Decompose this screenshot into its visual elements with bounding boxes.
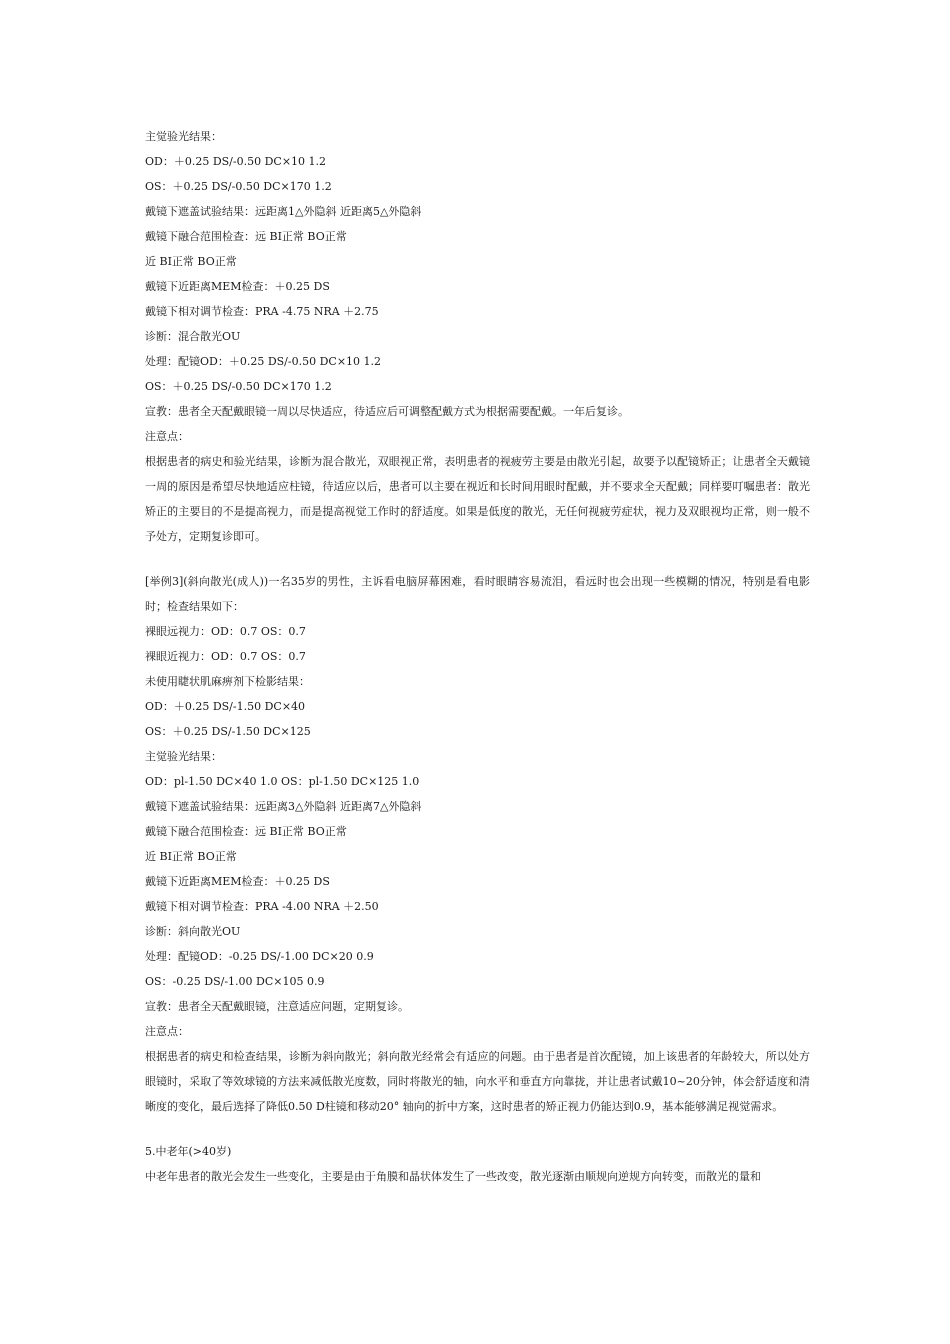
section-mixed-astigmatism: [145, 124, 810, 549]
text-line: 主觉验光结果：: [145, 750, 222, 763]
section-gap: [145, 549, 810, 569]
text-line: 处理：配镜OD：-0.25 DS/-1.00 DC×20 0.9: [145, 950, 374, 963]
text-line: 戴镜下近距离MEM检查：＋0.25 DS: [145, 875, 330, 888]
text-line: 主觉验光结果：: [145, 130, 222, 143]
text-line: 戴镜下相对调节检查：PRA -4.75 NRA ＋2.75: [145, 305, 379, 318]
text-line: 裸眼远视力：OD：0.7 OS：0.7: [145, 625, 306, 638]
text-line: OD：pl-1.50 DC×40 1.0 OS：pl-1.50 DC×125 1.0: [145, 775, 420, 788]
text-line: 未使用睫状肌麻痹剂下检影结果：: [145, 675, 310, 688]
text-line: 近 BI正常 BO正常: [145, 850, 237, 863]
text-line: OS：＋0.25 DS/-0.50 DC×170 1.2: [145, 180, 332, 193]
text-line: 戴镜下融合范围检查：远 BI正常 BO正常: [145, 825, 347, 838]
text-line: 戴镜下近距离MEM检查：＋0.25 DS: [145, 280, 330, 293]
text-line: 注意点：: [145, 1025, 189, 1038]
text-line: 诊断：混合散光OU: [145, 330, 241, 343]
section-middle-aged: [145, 1139, 810, 1189]
text-line: 戴镜下遮盖试验结果：远距离3△外隐斜 近距离7△外隐斜: [145, 800, 422, 813]
section-oblique-astigmatism: [145, 569, 810, 1119]
note-paragraph: 根据患者的病史和验光结果，诊断为混合散光，双眼视正常，表明患者的视疲劳主要是由散光引起，故要予以配镜矫正；让患者全天戴镜一周的原因是希望尽快地适应柱镜，待适应以后，患者可以主要在视近和长时间用眼时配戴，并不要求全天配戴；同样要叮嘱患者：散光矫正的主要目的不是提高视力，而是提高视觉工作时的舒适度。如果是低度的散光，无任何视疲劳症状，视力及双眼视均正常，则一般不予处方，定期复诊即可。: [145, 455, 810, 543]
text-line: 宣教：患者全天配戴眼镜一周以尽快适应，待适应后可调整配戴方式为根据需要配戴。一年后复诊。: [145, 405, 629, 418]
text-line: OS：＋0.25 DS/-0.50 DC×170 1.2: [145, 380, 332, 393]
case-intro-paragraph: [举例3](斜向散光(成人))一名35岁的男性，主诉看电脑屏幕困难，看时眼睛容易流泪，看远时也会出现一些模糊的情况，特别是看电影时；检查结果如下：: [145, 575, 810, 613]
note-paragraph: 根据患者的病史和检查结果，诊断为斜向散光；斜向散光经常会有适应的问题。由于患者是首次配镜，加上该患者的年龄较大，所以处方眼镜时，采取了等效球镜的方法来减低散光度数，同时将散光的轴，向水平和垂直方向靠拢，并让患者试戴10~20分钟，体会舒适度和清晰度的变化，最后选择了降低0.50 D柱镜和移动20° 轴向的折中方案，这时患者的矫正视力仍能达到0.9，基本能够满足视觉需求。: [145, 1050, 810, 1113]
text-line: OS：＋0.25 DS/-1.50 DC×125: [145, 725, 311, 738]
text-line: 诊断：斜向散光OU: [145, 925, 241, 938]
text-line: 处理：配镜OD：＋0.25 DS/-0.50 DC×10 1.2: [145, 355, 382, 368]
text-line: OD：＋0.25 DS/-0.50 DC×10 1.2: [145, 155, 327, 168]
text-line: 戴镜下融合范围检查：远 BI正常 BO正常: [145, 230, 347, 243]
section-heading: 5.中老年(>40岁): [145, 1145, 232, 1158]
text-line: 戴镜下遮盖试验结果：远距离1△外隐斜 近距离5△外隐斜: [145, 205, 422, 218]
text-line: 近 BI正常 BO正常: [145, 255, 237, 268]
body-paragraph: 中老年患者的散光会发生一些变化，主要是由于角膜和晶状体发生了一些改变，散光逐渐由顺规向逆规方向转变，而散光的量和: [145, 1170, 761, 1183]
text-line: OS：-0.25 DS/-1.00 DC×105 0.9: [145, 975, 325, 988]
text-line: 戴镜下相对调节检查：PRA -4.00 NRA ＋2.50: [145, 900, 379, 913]
text-line: 宣教：患者全天配戴眼镜，注意适应问题，定期复诊。: [145, 1000, 409, 1013]
text-line: 裸眼近视力：OD：0.7 OS：0.7: [145, 650, 306, 663]
section-gap: [145, 1119, 810, 1139]
text-line: OD：＋0.25 DS/-1.50 DC×40: [145, 700, 306, 713]
text-line: 注意点：: [145, 430, 189, 443]
document-page: [145, 124, 810, 1189]
